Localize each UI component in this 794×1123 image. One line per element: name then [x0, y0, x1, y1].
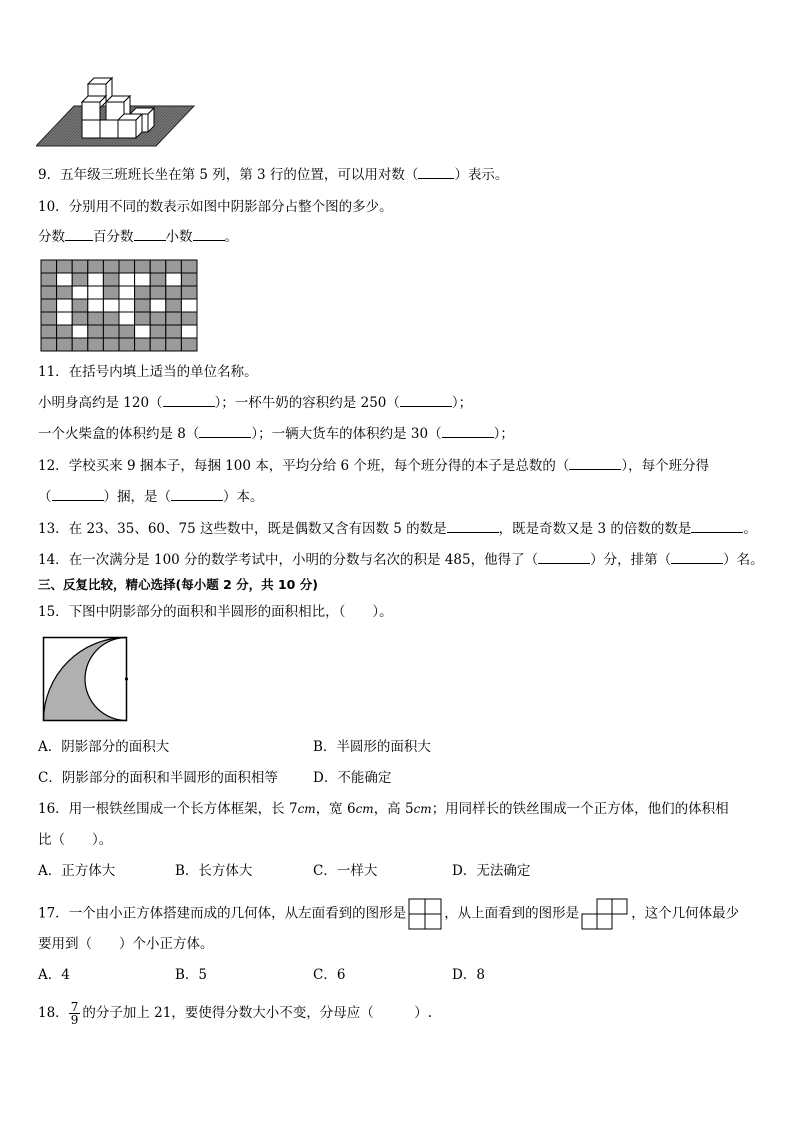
grid-cell	[72, 286, 88, 299]
grid-cell	[119, 286, 135, 299]
question-16-option-d[interactable]: D．无法确定	[452, 863, 531, 879]
grid-cell	[181, 299, 197, 312]
answer-blank[interactable]	[569, 457, 621, 470]
grid-cell-shaded	[57, 338, 73, 351]
top-view-figure	[581, 898, 629, 930]
grid-cell-shaded	[181, 312, 197, 325]
grid-cell	[135, 325, 151, 338]
question-text: 分别用不同的数表示如图中阴影部分占整个图的多少。	[68, 199, 393, 215]
question-11-line-2: 一个火柴盒的体积约是 8（ ）；一辆大货车的体积约是 30（ ）；	[38, 426, 514, 442]
question-17-option-d[interactable]: D．8	[452, 967, 485, 983]
grid-cell	[150, 299, 166, 312]
grid-cell	[57, 312, 73, 325]
grid-cell-shaded	[41, 338, 57, 351]
cubes	[82, 78, 154, 138]
question-text: ）表示。	[454, 167, 509, 183]
grid-cell	[119, 312, 135, 325]
question-15-option-b[interactable]: B．半圆形的面积大	[313, 739, 431, 755]
square-semicircle-figure	[42, 636, 130, 724]
grid-cell-shaded	[150, 273, 166, 286]
fraction: $\frac{7}{9}$	[70, 1000, 79, 1027]
grid-cell-shaded	[72, 312, 88, 325]
grid-cell	[166, 273, 182, 286]
grid-cell-shaded	[88, 325, 104, 338]
shaded-grid-figure	[40, 259, 198, 352]
grid-cell-shaded	[103, 338, 119, 351]
question-text: 五年级三班班长坐在第 5 列，第 3 行的位置，可以用对数（	[60, 167, 419, 183]
question-number: 15．	[38, 604, 69, 620]
grid-cell-shaded	[88, 312, 104, 325]
grid-cell	[72, 325, 88, 338]
grid-cell-shaded	[103, 273, 119, 286]
grid-cell	[57, 273, 73, 286]
question-number: 14．	[38, 552, 69, 568]
grid-cell-shaded	[135, 286, 151, 299]
question-16-option-b[interactable]: B．长方体大	[175, 863, 253, 879]
grid-cell-shaded	[135, 312, 151, 325]
grid-cell-shaded	[103, 325, 119, 338]
answer-blank[interactable]	[199, 425, 251, 438]
grid-cell-shaded	[119, 338, 135, 351]
question-12-line-2: （ ）捆，是（ ）本。	[38, 489, 264, 505]
question-18: 18． $\frac{7}{9}$ 的分子加上 21，要使得分数大小不变，分母应（ ）.	[38, 1000, 433, 1027]
answer-blank[interactable]	[447, 520, 499, 533]
question-17-option-a[interactable]: A．4	[38, 967, 70, 983]
percent-label: 百分数	[93, 229, 134, 245]
grid-cell-shaded	[135, 260, 151, 273]
question-10	[38, 198, 393, 216]
question-number: 18．	[38, 1005, 69, 1021]
decimal-label: 小数	[165, 229, 193, 245]
question-11-line-1: 小明身高约是 120（ ）；一杯牛奶的容积约是 250（ ）；	[38, 395, 473, 411]
percent-blank[interactable]	[134, 228, 166, 241]
grid-cell	[88, 273, 104, 286]
grid-cell-shaded	[150, 338, 166, 351]
grid-cell-shaded	[103, 260, 119, 273]
question-number: 16．	[38, 801, 69, 817]
grid-cell-shaded	[181, 273, 197, 286]
grid-cell-shaded	[150, 286, 166, 299]
grid-cell	[181, 325, 197, 338]
question-16-line-2: 比（ ）。	[38, 832, 113, 848]
grid-cell-shaded	[57, 286, 73, 299]
grid-cell	[88, 286, 104, 299]
grid-cell-shaded	[166, 325, 182, 338]
cube-stack-figure	[36, 76, 196, 156]
question-16: 16．用一根铁丝围成一个长方体框架，长 7cm，宽 6cm，高 5cm；用同样长的铁丝围成一个正方体，他们的体积相	[38, 801, 729, 817]
grid-cell-shaded	[119, 260, 135, 273]
grid-cell-shaded	[181, 260, 197, 273]
question-11	[38, 363, 258, 381]
grid-cell-shaded	[41, 260, 57, 273]
grid-cell-shaded	[57, 260, 73, 273]
question-15: 15．下图中阴影部分的面积和半圆形的面积相比，（ ）。	[38, 604, 393, 620]
grid-cell-shaded	[166, 286, 182, 299]
answer-blank[interactable]	[52, 488, 104, 501]
question-number: 11．	[38, 364, 69, 380]
grid-cell-shaded	[166, 299, 182, 312]
grid-cell-shaded	[119, 325, 135, 338]
fraction-label: 分数	[38, 229, 65, 245]
grid-cell-shaded	[150, 312, 166, 325]
grid-cell-shaded	[72, 273, 88, 286]
grid-cell	[135, 273, 151, 286]
grid-cell-shaded	[166, 338, 182, 351]
question-number: 10．	[38, 199, 69, 215]
grid-cell-shaded	[41, 325, 57, 338]
question-17: 17．一个由小正方体搭建而成的几何体，从左面看到的图形是 ，从上面看到的图形是 ，这个几何体最少	[38, 898, 739, 930]
answer-blank[interactable]	[418, 166, 454, 179]
grid-cell-shaded	[41, 312, 57, 325]
grid-cell-shaded	[166, 260, 182, 273]
grid-cell-shaded	[166, 312, 182, 325]
grid-cell-shaded	[150, 260, 166, 273]
question-number: 9．	[38, 167, 61, 183]
answer-blank[interactable]	[442, 425, 494, 438]
question-17-line-2: 要用到（ ）个小正方体。	[38, 936, 214, 952]
grid-cell	[88, 299, 104, 312]
question-17-option-c[interactable]: C．6	[313, 967, 346, 983]
grid-cell	[57, 299, 73, 312]
section-3-title: 三、反复比较，精心选择(每小题 2 分，共 10 分)	[38, 577, 318, 592]
grid-cell-shaded	[41, 299, 57, 312]
question-14: 14．在一次满分是 100 分的数学考试中，小明的分数与名次的积是 485，他得了（ ）分，排第（ ）名。	[38, 552, 764, 568]
grid-cell-shaded	[72, 299, 88, 312]
grid-cell-shaded	[72, 338, 88, 351]
grid-cell-shaded	[88, 260, 104, 273]
decimal-blank[interactable]	[193, 228, 225, 241]
answer-blank[interactable]	[171, 488, 223, 501]
question-15-option-d[interactable]: D．不能确定	[313, 770, 392, 786]
grid-cell-shaded	[181, 338, 197, 351]
question-16-option-a[interactable]: A．正方体大	[38, 863, 116, 879]
grid-cell-shaded	[88, 338, 104, 351]
grid-cell-shaded	[103, 312, 119, 325]
question-number: 12．	[38, 458, 69, 474]
question-16-option-c[interactable]: C．一样大	[313, 863, 378, 879]
question-10-answers: 分数 百分数 小数 。	[38, 229, 238, 245]
question-12: 12．学校买来 9 捆本子，每捆 100 本，平均分给 6 个班，每个班分得的本子是总数的（ ），每个班分得	[38, 458, 710, 474]
answer-blank[interactable]	[400, 394, 452, 407]
answer-blank[interactable]	[691, 520, 743, 533]
left-view-figure	[408, 898, 442, 930]
grid-cell-shaded	[41, 286, 57, 299]
grid-cell-shaded	[103, 286, 119, 299]
grid-cell-shaded	[181, 286, 197, 299]
question-17-option-b[interactable]: B．5	[175, 967, 208, 983]
grid-cell	[119, 299, 135, 312]
grid-cell-shaded	[72, 260, 88, 273]
answer-blank[interactable]	[538, 551, 590, 564]
question-15-option-a[interactable]: A．阴影部分的面积大	[38, 739, 170, 755]
question-text: 在括号内填上适当的单位名称。	[68, 364, 258, 380]
grid-cell	[103, 299, 119, 312]
fraction-blank[interactable]	[65, 228, 93, 241]
grid-cell-shaded	[57, 325, 73, 338]
question-number: 13．	[38, 521, 69, 537]
grid-cell	[119, 273, 135, 286]
question-15-option-c[interactable]: C．阴影部分的面积和半圆形的面积相等	[38, 770, 278, 786]
grid-cell-shaded	[135, 299, 151, 312]
answer-blank[interactable]	[163, 394, 215, 407]
question-number: 17．	[38, 905, 69, 922]
grid-cell-shaded	[41, 273, 57, 286]
grid-cell-shaded	[150, 325, 166, 338]
question-13: 13．在 23、35、60、75 这些数中，既是偶数又含有因数 5 的数是 ，既是奇数又是 3 的倍数的数是 。	[38, 521, 757, 537]
question-9	[38, 166, 508, 184]
answer-blank[interactable]	[671, 551, 723, 564]
grid-cell-shaded	[135, 338, 151, 351]
